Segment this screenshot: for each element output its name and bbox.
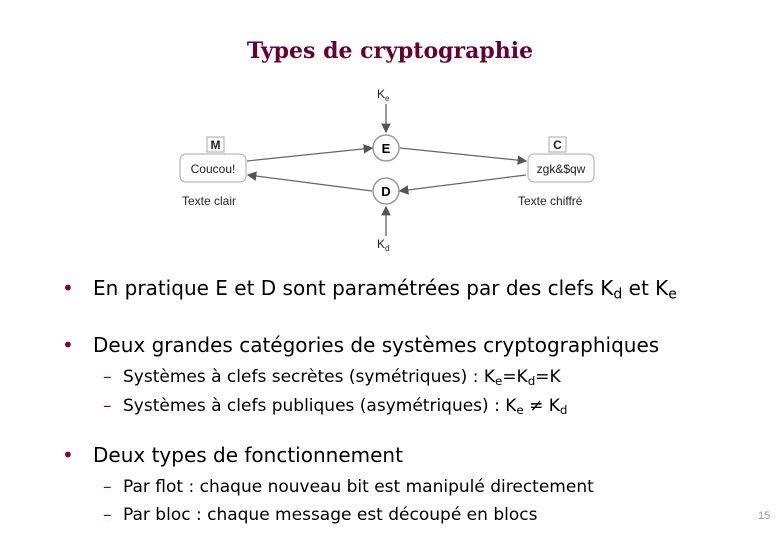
page-title: Types de cryptographie bbox=[246, 38, 534, 64]
sub-bullet-text: Par bloc : chaque message est découpé en blocs bbox=[123, 505, 538, 525]
bullet-text: En pratique E et D sont paramétrées par des clefs $K_d$ et $K_e$ bbox=[93, 276, 677, 303]
dash-marker: – bbox=[103, 396, 112, 416]
arrow-e-to-cipher bbox=[400, 148, 526, 161]
bullet-text: Deux types de fonctionnement bbox=[93, 443, 403, 467]
bullet-marker: • bbox=[62, 443, 74, 467]
sub-bullet-text: Systèmes à clefs publiques (asymétriques) : $K_e \ne K_d$ bbox=[123, 396, 568, 417]
bullet-text: Deux grandes catégories de systèmes cryptographiques bbox=[93, 333, 660, 357]
dash-marker: – bbox=[103, 367, 112, 387]
encryption-diagram bbox=[0, 80, 780, 260]
bullet-marker: • bbox=[62, 333, 74, 357]
sub-bullet-text: Systèmes à clefs secrètes (symétriques) : $K_e=K_d=K$ bbox=[123, 367, 561, 388]
box-m-label: M bbox=[210, 138, 221, 152]
encrypt-label: E bbox=[381, 141, 391, 156]
ciphertext-value: zgk&$qw bbox=[536, 162, 586, 176]
page-number: 15 bbox=[758, 510, 771, 522]
ciphertext-caption: Texte chiffré bbox=[518, 194, 583, 208]
box-c-label: C bbox=[553, 138, 562, 152]
key-e-label: $K_e$ bbox=[377, 87, 390, 103]
bullet-marker: • bbox=[62, 276, 74, 300]
plaintext-value: Coucou! bbox=[190, 162, 236, 176]
arrow-plain-to-e bbox=[247, 148, 372, 161]
arrow-cipher-to-d bbox=[400, 175, 526, 191]
key-d-label: $K_d$ bbox=[377, 237, 390, 253]
arrow-d-to-plain bbox=[248, 175, 372, 191]
dash-marker: – bbox=[103, 477, 112, 497]
sub-bullet-text: Par flot : chaque nouveau bit est manipulé directement bbox=[123, 477, 594, 497]
plaintext-caption: Texte clair bbox=[182, 194, 237, 208]
dash-marker: – bbox=[103, 505, 112, 525]
decrypt-label: D bbox=[381, 184, 391, 199]
